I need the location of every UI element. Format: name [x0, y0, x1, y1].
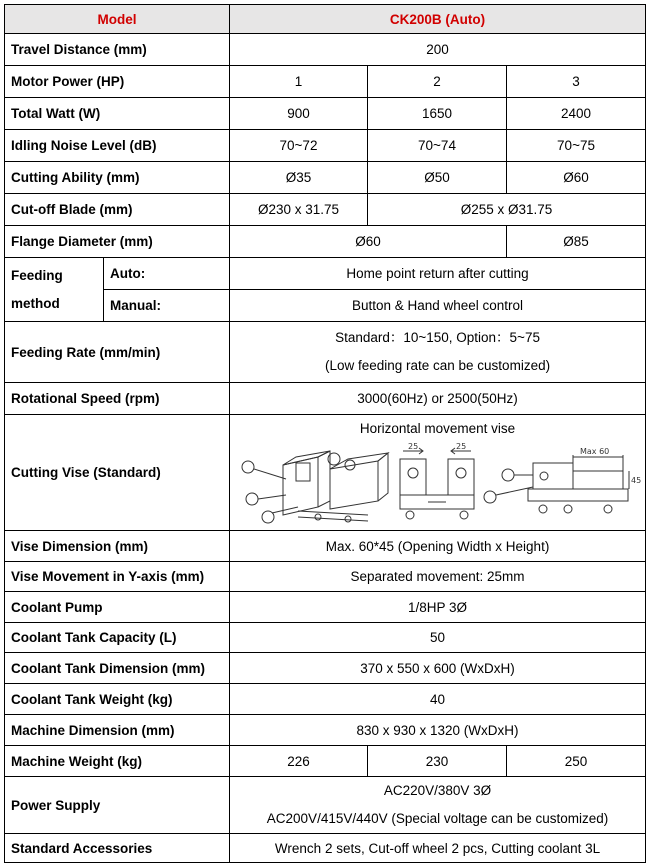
standard-accessories-value: Wrench 2 sets, Cut-off wheel 2 pcs, Cutting coolant 3L — [230, 834, 646, 863]
power-supply-line2: AC200V/415V/440V (Special voltage can be customized) — [266, 811, 609, 826]
machine-weight-value-3: 250 — [507, 746, 646, 777]
total-watt-value-1: 900 — [230, 98, 368, 130]
travel-distance-value: 200 — [230, 34, 646, 66]
cutoff-blade-value-1: Ø230 x 31.75 — [230, 194, 368, 226]
flange-diameter-label: Flange Diameter (mm) — [5, 226, 230, 258]
row-flange-diameter — [5, 226, 646, 258]
row-motor-power — [5, 66, 646, 98]
row-coolant-tank-capacity — [5, 623, 646, 653]
cutting-ability-value-2: Ø50 — [368, 162, 507, 194]
vise-isometric-drawing — [242, 451, 388, 523]
total-watt-value-2: 1650 — [368, 98, 507, 130]
dim-max-60: Max 60 — [579, 447, 609, 456]
coolant-tank-capacity-label: Coolant Tank Capacity (L) — [5, 623, 230, 653]
coolant-tank-capacity-value: 50 — [230, 623, 646, 653]
motor-power-value-1: 1 — [230, 66, 368, 98]
cutting-ability-label: Cutting Ability (mm) — [5, 162, 230, 194]
machine-weight-value-1: 226 — [230, 746, 368, 777]
cutting-vise-value — [230, 415, 646, 531]
vise-drawing — [238, 442, 641, 527]
total-watt-label: Total Watt (W) — [5, 98, 230, 130]
feeding-auto-value: Home point return after cutting — [230, 258, 646, 290]
cutting-vise-title: Horizontal movement vise — [359, 421, 516, 436]
row-coolant-tank-weight — [5, 684, 646, 715]
feeding-method-label-line1: Feeding — [11, 267, 63, 283]
coolant-tank-dimension-label: Coolant Tank Dimension (mm) — [5, 653, 230, 684]
row-standard-accessories — [5, 834, 646, 863]
coolant-pump-label: Coolant Pump — [5, 592, 230, 623]
idling-noise-label: Idling Noise Level (dB) — [5, 130, 230, 162]
feeding-rate-line2: (Low feeding rate can be customized) — [324, 358, 551, 373]
row-total-watt — [5, 98, 646, 130]
row-coolant-pump — [5, 592, 646, 623]
cutting-ability-value-1: Ø35 — [230, 162, 368, 194]
row-vise-dimension — [5, 531, 646, 562]
feeding-method-label-line2: method — [11, 295, 60, 311]
row-cutting-vise — [5, 415, 646, 531]
machine-weight-label: Machine Weight (kg) — [5, 746, 230, 777]
dim-25-right: 25 — [455, 442, 466, 451]
coolant-tank-weight-value: 40 — [230, 684, 646, 715]
vise-front-view-drawing — [400, 442, 474, 519]
feeding-rate-value — [230, 322, 646, 383]
total-watt-value-3: 2400 — [507, 98, 646, 130]
row-feeding-rate — [5, 322, 646, 383]
coolant-tank-weight-label: Coolant Tank Weight (kg) — [5, 684, 230, 715]
row-idling-noise — [5, 130, 646, 162]
motor-power-value-2: 2 — [368, 66, 507, 98]
power-supply-label: Power Supply — [5, 777, 230, 834]
row-feeding-auto — [5, 258, 646, 290]
model-value: CK200B (Auto) — [230, 5, 646, 34]
header-row — [5, 5, 646, 34]
dim-25-left: 25 — [407, 442, 418, 451]
idling-noise-value-3: 70~75 — [507, 130, 646, 162]
feeding-rate-label: Feeding Rate (mm/min) — [5, 322, 230, 383]
rotational-speed-label: Rotational Speed (rpm) — [5, 383, 230, 415]
flange-diameter-value-2: Ø85 — [507, 226, 646, 258]
idling-noise-value-1: 70~72 — [230, 130, 368, 162]
dim-45: 45 — [630, 476, 641, 485]
machine-dimension-value: 830 x 930 x 1320 (WxDxH) — [230, 715, 646, 746]
row-power-supply — [5, 777, 646, 834]
vise-dimension-label: Vise Dimension (mm) — [5, 531, 230, 562]
flange-diameter-value-1: Ø60 — [230, 226, 507, 258]
rotational-speed-value: 3000(60Hz) or 2500(50Hz) — [230, 383, 646, 415]
standard-accessories-label: Standard Accessories — [5, 834, 230, 863]
cutoff-blade-label: Cut-off Blade (mm) — [5, 194, 230, 226]
cutoff-blade-value-2: Ø255 x Ø31.75 — [368, 194, 646, 226]
feeding-method-label — [5, 258, 104, 322]
row-machine-weight — [5, 746, 646, 777]
vise-side-view-drawing — [484, 447, 641, 513]
model-label: Model — [5, 5, 230, 34]
row-cutoff-blade — [5, 194, 646, 226]
coolant-pump-value: 1/8HP 3Ø — [230, 592, 646, 623]
cutting-vise-label: Cutting Vise (Standard) — [5, 415, 230, 531]
coolant-tank-dimension-value: 370 x 550 x 600 (WxDxH) — [230, 653, 646, 684]
vise-movement-value: Separated movement: 25mm — [230, 562, 646, 592]
row-machine-dimension — [5, 715, 646, 746]
spec-table — [4, 4, 646, 863]
vise-dimension-value: Max. 60*45 (Opening Width x Height) — [230, 531, 646, 562]
feeding-manual-value: Button & Hand wheel control — [230, 290, 646, 322]
row-travel-distance — [5, 34, 646, 66]
motor-power-label: Motor Power (HP) — [5, 66, 230, 98]
power-supply-value — [230, 777, 646, 834]
travel-distance-label: Travel Distance (mm) — [5, 34, 230, 66]
machine-weight-value-2: 230 — [368, 746, 507, 777]
idling-noise-value-2: 70~74 — [368, 130, 507, 162]
power-supply-line1: AC220V/380V 3Ø — [383, 783, 492, 798]
feeding-rate-line1: Standard：10~150, Option：5~75 — [335, 330, 540, 345]
row-vise-movement — [5, 562, 646, 592]
motor-power-value-3: 3 — [507, 66, 646, 98]
feeding-auto-label: Auto: — [104, 258, 230, 290]
machine-dimension-label: Machine Dimension (mm) — [5, 715, 230, 746]
row-coolant-tank-dimension — [5, 653, 646, 684]
vise-movement-label: Vise Movement in Y-axis (mm) — [5, 562, 230, 592]
row-rotational-speed — [5, 383, 646, 415]
cutting-ability-value-3: Ø60 — [507, 162, 646, 194]
row-cutting-ability — [5, 162, 646, 194]
feeding-manual-label: Manual: — [104, 290, 230, 322]
